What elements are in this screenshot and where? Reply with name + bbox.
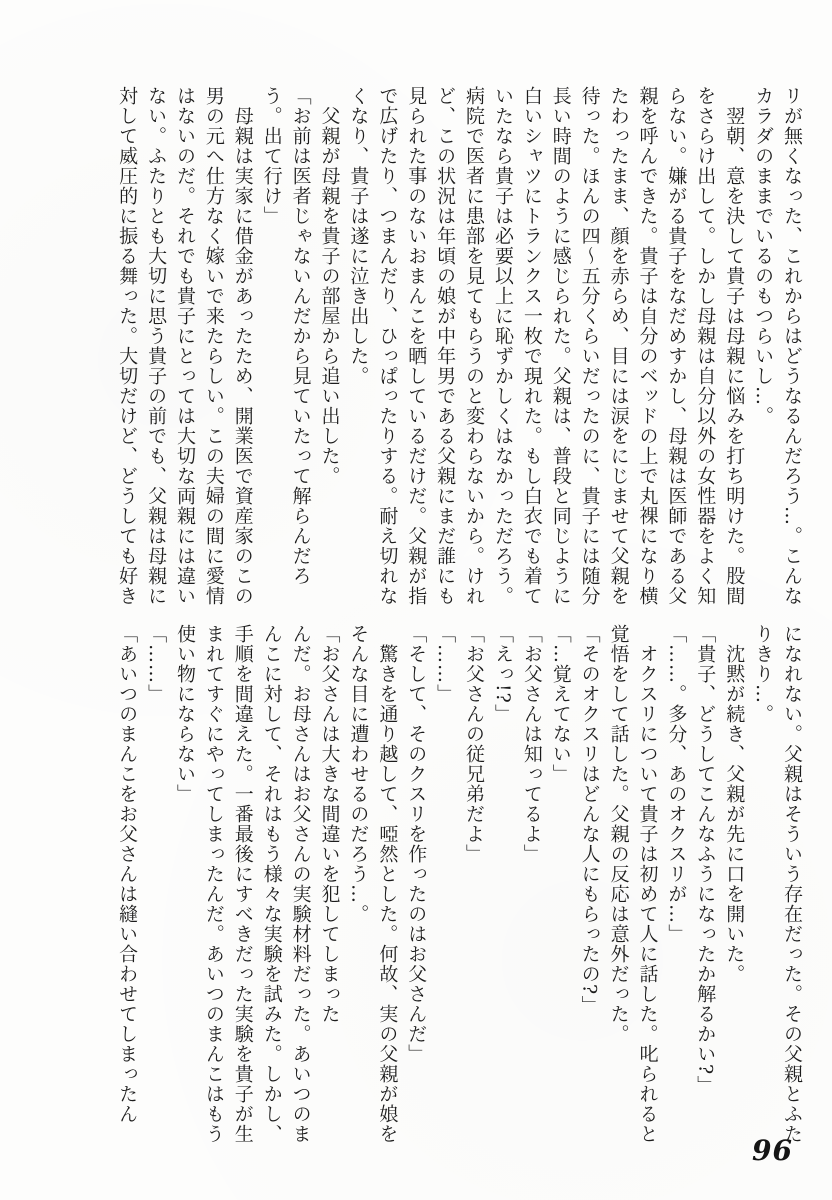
text-column: 手順を間違えた。一番最後にすべきだった実験を貴子が生 bbox=[231, 624, 254, 1144]
text-column: んこに対して、それはもう様々な実験を試みた。しかし、 bbox=[260, 624, 283, 1144]
text-column: オクスリについて貴子は初めて人に話した。叱られると bbox=[636, 624, 659, 1144]
text-column: 父親が母親を貴子の部屋から追い出した。 bbox=[318, 86, 341, 486]
text-column: 「貴子、どうしてこんなふうになったか解るかい?」 bbox=[694, 624, 717, 1096]
text-column: 「……」 bbox=[145, 624, 168, 704]
text-column: 「お父さんは知ってるよ」 bbox=[520, 624, 543, 864]
text-column: 「……」 bbox=[434, 624, 457, 704]
text-block-top bbox=[110, 86, 806, 626]
text-column: くなり、貴子は遂に泣き出した。 bbox=[347, 86, 370, 386]
text-column: 親を呼んできた。貴子は自分のベッドの上で丸裸になり横 bbox=[636, 86, 659, 606]
text-column: りきり…。 bbox=[752, 624, 775, 724]
text-column: う。出て行け」 bbox=[260, 86, 283, 226]
page-number: 96 bbox=[752, 1134, 793, 1167]
text-column: はないのだ。それでも貴子にとっては大切な両親には違い bbox=[173, 86, 196, 606]
text-column: 待った。ほんの四～五分くらいだったのに、貴子には随分 bbox=[578, 86, 601, 606]
text-column: 「お父さんは大きな間違いを犯してしまった bbox=[318, 624, 341, 1024]
text-column: んだ。お母さんはお父さんの実験材料だった。あいつのま bbox=[289, 624, 312, 1144]
text-column: になれない。父親はそういう存在だった。その父親とふた bbox=[781, 624, 803, 1144]
text-column: いたなら貴子は必要以上に恥ずかしくはなかっただろう。 bbox=[491, 86, 514, 606]
text-column: 長い時間のように感じられた。父親は、普段と同じように bbox=[549, 86, 572, 606]
text-column: 母親は実家に借金があったため、開業医で資産家のこの bbox=[231, 86, 254, 606]
text-column: 「えっ!?」 bbox=[491, 624, 514, 724]
text-column: 「お前は医者じゃないんだから見ていたって解らんだろ bbox=[289, 86, 312, 586]
text-column: 使い物にならない」 bbox=[173, 624, 196, 804]
text-column: 「お父さんの従兄弟だよ」 bbox=[463, 624, 486, 864]
text-column: 「そのオクスリはどんな人にもらったの?」 bbox=[578, 624, 601, 1016]
text-column: で広げたり、つまんだり、ひっぱったりする。耐え切れな bbox=[376, 86, 399, 606]
text-column: まれてすぐにやってしまったんだ。あいつのまんこはもう bbox=[202, 624, 225, 1144]
text-column: をさらけ出して。しかし母親は自分以外の女性器をよく知 bbox=[694, 86, 717, 606]
text-column: ど、この状況は年頃の娘が中年男である父親にまだ誰にも bbox=[434, 86, 457, 606]
text-column: 「あいつのまんこをお父さんは縫い合わせてしまったん bbox=[116, 624, 139, 1124]
text-column: 病院で医者に患部を見てもらうのと変わらないから。けれ bbox=[463, 86, 486, 606]
text-column: 見られた事のないおまんこを晒しているだけだ。父親が指 bbox=[405, 86, 428, 606]
text-column: 男の元へ仕方なく嫁いで来たらしい。この夫婦の間に愛情 bbox=[202, 86, 225, 606]
text-column: 「そして、そのクスリを作ったのはお父さんだ」 bbox=[405, 624, 428, 1064]
text-column: たわったまま、顔を赤らめ、目には涙をにじませて父親を bbox=[607, 86, 630, 606]
text-column: そんな目に遭わせるのだろう…。 bbox=[347, 624, 370, 924]
text-column: 白いシャツにトランクス一枚で現れた。もし白衣でも着て bbox=[520, 86, 543, 606]
text-column: ない。ふたりとも大切に思う貴子の前でも、父親は母親に bbox=[145, 86, 168, 606]
text-column: カラダのままでいるのもつらいし…。 bbox=[752, 86, 775, 426]
text-column: 「…覚えてない」 bbox=[549, 624, 572, 784]
text-column: 覚悟をして話した。父親の反応は意外だった。 bbox=[607, 624, 630, 1044]
text-column: 沈黙が続き、父親が先に口を開いた。 bbox=[723, 624, 746, 984]
text-column: 対して威圧的に振る舞った。大切だけど、どうしても好き bbox=[116, 86, 139, 606]
text-block-bottom bbox=[110, 624, 806, 1164]
text-column: 「……。多分、あのオクスリが…」 bbox=[665, 624, 688, 944]
text-column: 翌朝、意を決して貴子は母親に悩みを打ち明けた。股間 bbox=[723, 86, 746, 606]
text-column: らない。嫌がる貴子をなだめすかし、母親は医師である父 bbox=[665, 86, 688, 606]
text-column: 驚きを通り越して、啞然とした。何故、実の父親が娘を bbox=[376, 624, 399, 1144]
text-column: リが無くなった、これからはどうなるんだろう…。こんな bbox=[781, 86, 803, 606]
